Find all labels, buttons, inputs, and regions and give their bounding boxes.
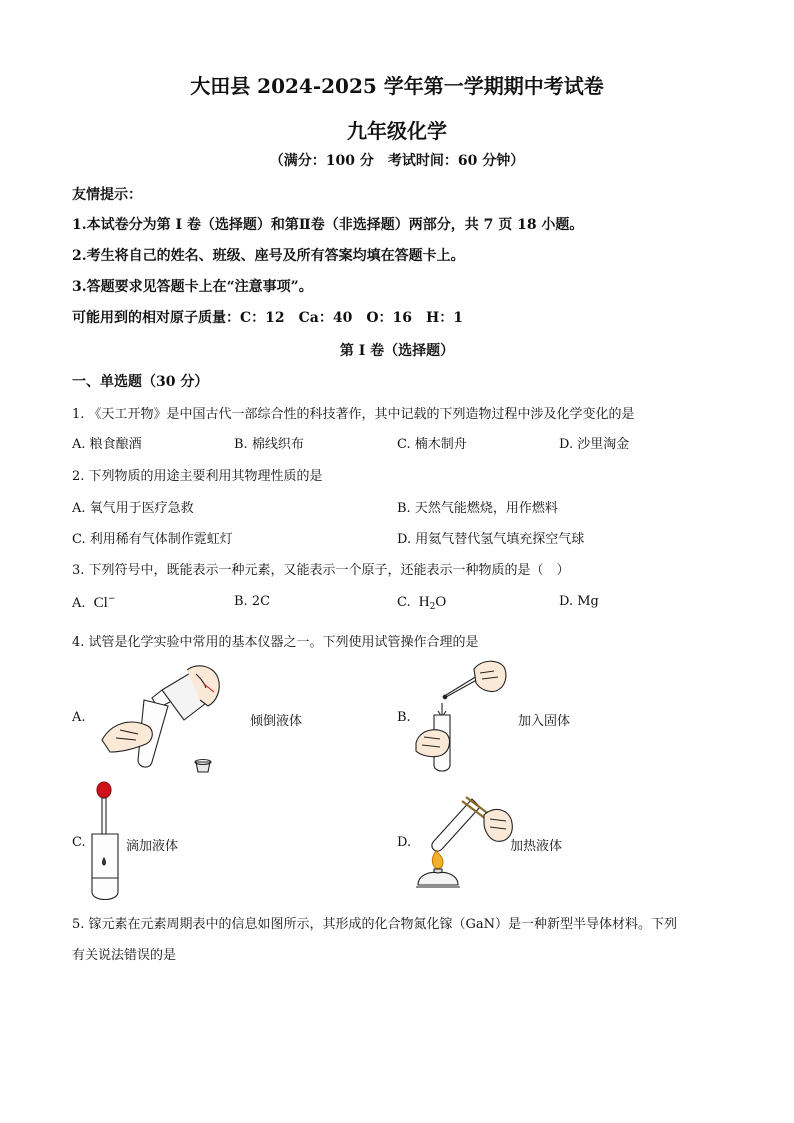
q1-option-b[interactable]: B. 棉线织布 [234, 437, 304, 452]
q3-option-a-charge: − [107, 594, 116, 604]
q4-option-c-caption: 滴加液体 [126, 839, 179, 854]
q4-option-b-caption: 加入固体 [518, 714, 571, 729]
question-2-stem: 2. 下列物质的用途主要利用其物理性质的是 [72, 469, 323, 484]
q1-option-c[interactable]: C. 楠木制舟 [397, 437, 467, 452]
q4-option-d-caption: 加热液体 [510, 839, 563, 854]
q3-option-c-h: H [418, 594, 430, 610]
exam-info: （满分：100 分 考试时间：60 分钟） [269, 153, 525, 169]
question-5-stem-line-2: 有关说法错误的是 [72, 948, 177, 963]
exam-title: 大田县 2024-2025 学年第一学期期中考试卷 [190, 74, 604, 98]
q3-option-d[interactable]: D. Mg [559, 594, 599, 609]
q3-option-a[interactable] [72, 594, 115, 612]
question-1-stem: 1. 《天工开物》是中国古代一部综合性的科技著作，其中记载的下列造物过程中涉及化学变化的是 [72, 407, 635, 422]
q3-option-c-subscript: 2 [429, 602, 436, 612]
q3-option-c[interactable] [397, 594, 446, 612]
q3-option-b[interactable]: B. 2C [234, 594, 271, 609]
question-4-stem: 4. 试管是化学实验中常用的基本仪器之一。下列使用试管操作合理的是 [72, 635, 479, 650]
q2-option-d[interactable]: D. 用氦气替代氢气填充探空气球 [397, 532, 585, 547]
q3-option-c-label: C. [397, 595, 411, 610]
tip-item-3: 3.答题要求见答题卡上在“注意事项”。 [72, 279, 313, 295]
q3-option-a-label: A. [72, 596, 86, 611]
exam-subtitle: 九年级化学 [347, 119, 447, 143]
q1-option-a[interactable]: A. 粮食酿酒 [72, 437, 142, 452]
heating-liquid-figure [414, 785, 514, 893]
part-title: 一、单选题（30 分） [72, 374, 209, 390]
atomic-masses: 可能用到的相对原子质量：C：12 Ca：40 O：16 H：1 [72, 310, 463, 326]
q2-option-a[interactable]: A. 氧气用于医疗急救 [72, 501, 194, 516]
question-5-stem-line-1: 5. 镓元素在元素周期表中的信息如图所示，其形成的化合物氮化镓（GaN）是一种新型半导体材料。下列 [72, 917, 678, 932]
q2-option-b[interactable]: B. 天然气能燃烧，用作燃料 [397, 501, 558, 516]
q4-option-a-label[interactable]: A. [72, 710, 86, 725]
q4-option-c-label[interactable]: C. [72, 835, 86, 850]
dropping-liquid-figure [88, 778, 128, 903]
q4-option-b-label[interactable]: B. [397, 710, 411, 725]
adding-solid-figure [410, 655, 510, 775]
section-title: 第 I 卷（选择题） [339, 343, 455, 359]
tips-heading: 友情提示： [72, 187, 142, 203]
q4-option-a-caption: 倾倒液体 [250, 714, 303, 729]
q1-option-d[interactable]: D. 沙里淘金 [559, 437, 630, 452]
q2-option-c[interactable]: C. 利用稀有气体制作霓虹灯 [72, 532, 233, 547]
tip-item-2: 2.考生将自己的姓名、班级、座号及所有答案均填在答题卡上。 [72, 248, 465, 264]
question-3-stem: 3. 下列符号中，既能表示一种元素，又能表示一个原子，还能表示一种物质的是（ ） [72, 563, 570, 578]
q3-option-c-o: O [435, 594, 447, 610]
q3-option-a-symbol: Cl [93, 595, 108, 611]
q4-option-d-label[interactable]: D. [397, 835, 412, 850]
tip-item-1: 1.本试卷分为第 I 卷（选择题）和第Ⅱ卷（非选择题）两部分，共 7 页 18 小题。 [72, 217, 584, 233]
pouring-liquid-figure [92, 660, 232, 775]
